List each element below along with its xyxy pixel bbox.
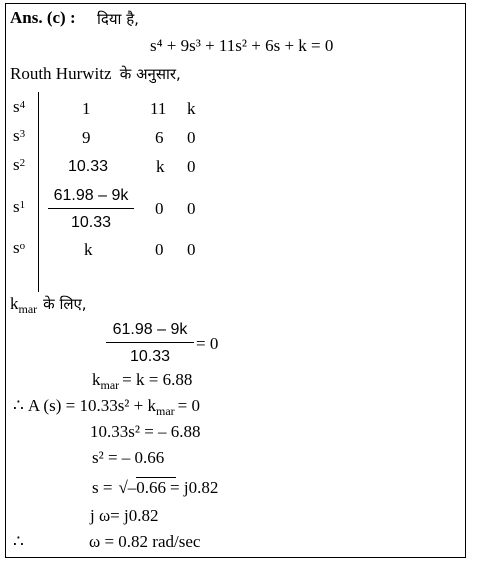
routh-cell: k	[187, 99, 196, 118]
routh-row-label: $s^1$	[13, 197, 26, 216]
kmar-fraction-rhs: = 0	[196, 334, 219, 353]
kmar-fraction	[106, 320, 194, 367]
routh-title-suffix: के अनुसार,	[119, 65, 181, 83]
step-line: s² = – 0.66	[92, 448, 165, 467]
answer-box	[5, 3, 466, 558]
step-line: 10.33s² = – 6.88	[90, 422, 201, 441]
characteristic-equation: s⁴ + 9s³ + 11s² + 6s + k = 0	[150, 36, 334, 55]
fraction-denominator: 10.33	[129, 348, 171, 365]
answer-label: Ans. (c) :	[10, 8, 76, 27]
fraction-numerator: 61.98 – 9k	[112, 321, 188, 338]
routh-fraction	[48, 186, 134, 233]
routh-row-label: $s^2$	[13, 155, 26, 174]
jw-line: j ω= j0.82	[90, 506, 159, 525]
fraction-denominator: 10.33	[70, 214, 112, 231]
routh-cell: 0	[155, 199, 164, 218]
routh-cell: 0	[187, 240, 196, 259]
kmar-intro: $k_{mar}$ के लिए,	[10, 294, 87, 316]
final-therefore: ∴	[13, 532, 24, 551]
sqrt-step: s = √–0.66 = j0.82	[92, 478, 219, 497]
routh-cell: 10.33	[68, 158, 109, 175]
fraction-numerator: 61.98 – 9k	[53, 187, 129, 204]
routh-cell: k	[156, 157, 165, 176]
sqrt-overline	[136, 477, 176, 478]
routh-title	[10, 64, 181, 84]
routh-array-divider	[38, 92, 39, 292]
routh-cell: 0	[187, 157, 196, 176]
routh-cell: 0	[187, 128, 196, 147]
routh-cell: 6	[155, 128, 164, 147]
routh-row-label: $s^3$	[13, 126, 26, 145]
routh-cell: k	[84, 240, 93, 259]
routh-row-label: $s^o$	[13, 238, 26, 257]
routh-cell: 11	[150, 99, 167, 118]
routh-title-text: Routh Hurwitz	[10, 64, 112, 83]
routh-cell: 1	[82, 99, 91, 118]
given-text: दिया है,	[97, 10, 139, 28]
final-answer: ω = 0.82 rad/sec	[89, 532, 201, 551]
routh-cell: 0	[187, 199, 196, 218]
kmar-result: $k_{mar} = k = 6.88$	[92, 370, 193, 392]
routh-row-label: $s^4$	[13, 97, 26, 116]
routh-cell: 0	[155, 240, 164, 259]
routh-cell: 9	[82, 128, 91, 147]
auxiliary-equation: ∴ A $(s) = 10.33s^2 + k_{mar} = 0$	[13, 396, 200, 418]
